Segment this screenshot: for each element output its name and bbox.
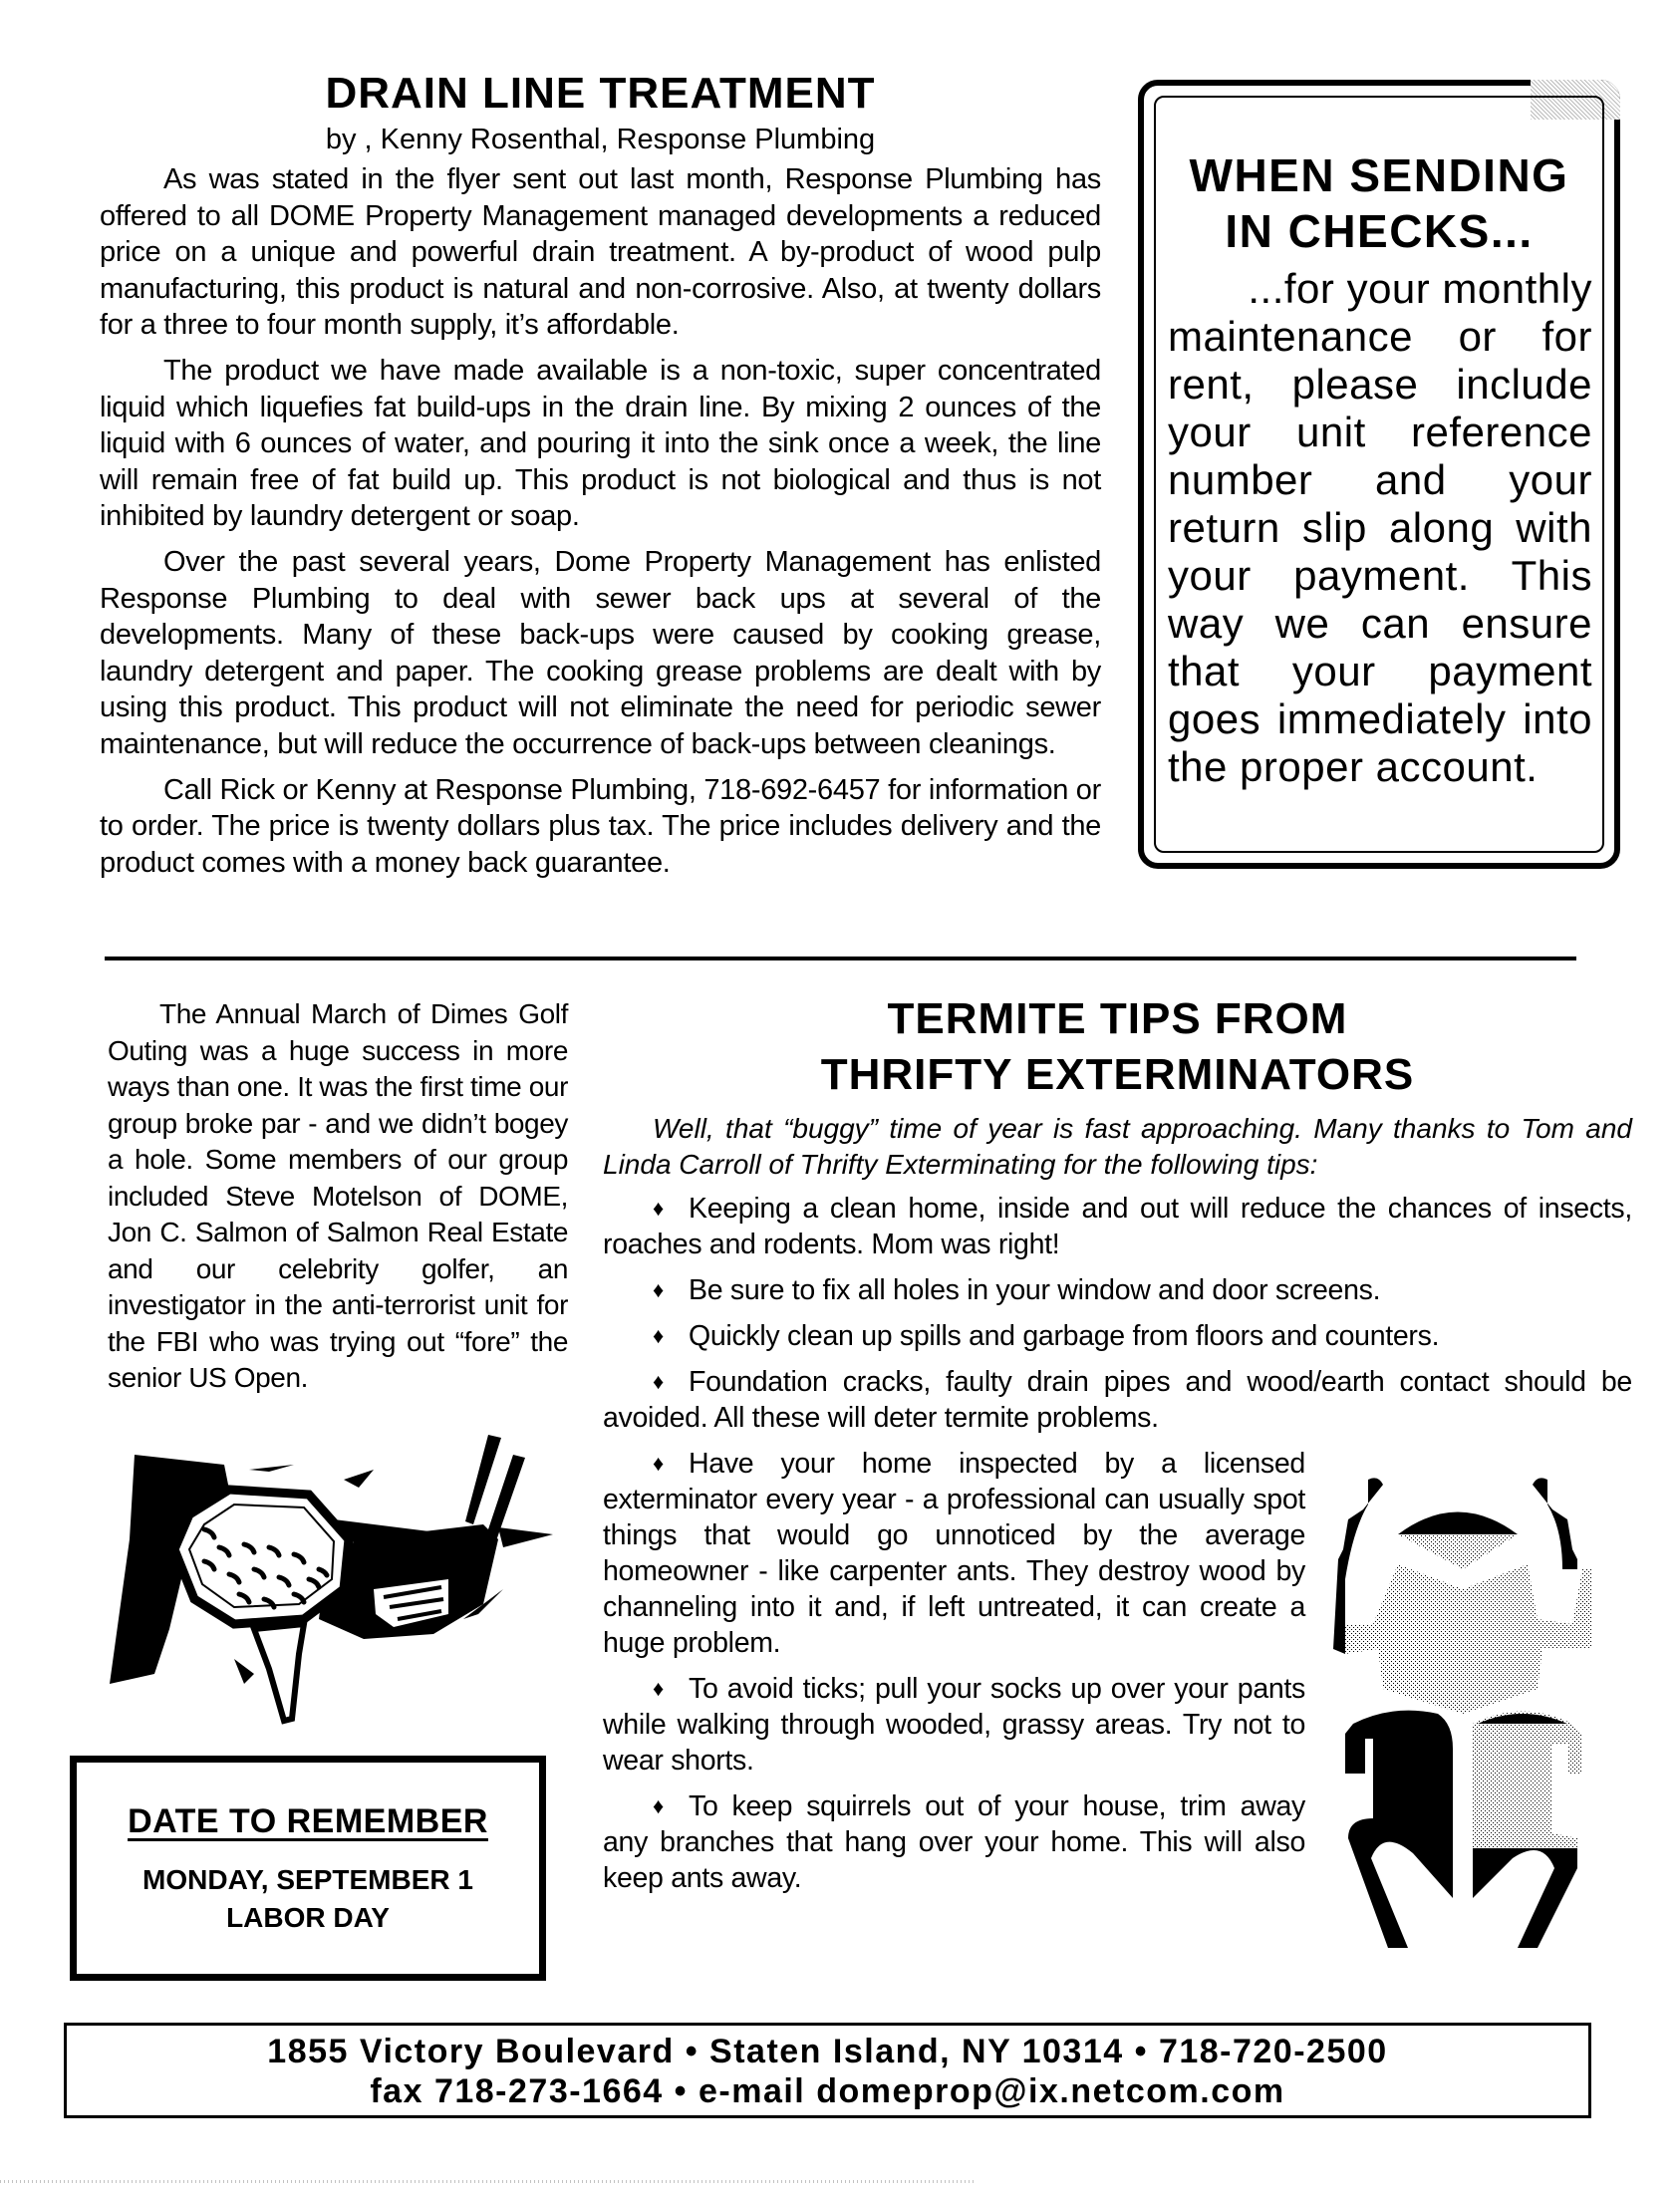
golf-ball-and-club-icon — [95, 1430, 573, 1739]
date-box-title: DATE TO REMEMBER — [128, 1802, 488, 1840]
diamond-bullet-icon: ♦ — [653, 1676, 664, 1701]
date-box-holiday: LABOR DAY — [226, 1902, 390, 1933]
footer-fax-email-line: fax 718-273-1664 • e-mail domeprop@ix.netcom.com — [370, 2072, 1285, 2110]
termite-intro: Well, that “buggy” time of year is fast approaching. Many thanks to Tom and Linda Carroll of Thrifty Exterminating for the following tips: — [603, 1113, 1632, 1180]
tip-text: To keep squirrels out of your house, trim away any branches that hang over your home. This will also keep ants away. — [603, 1790, 1305, 1894]
drain-paragraph: The product we have made available is a non-toxic, super concentrated liquid which liquefies fat build-ups in the drain line. By mixing 2 ounces of the liquid with 6 ounces of water, and pouring it into the sink once a week, the line will remain free of fat build up. This product is not biological and thus is not inhibited by laundry detergent or soap. — [100, 354, 1101, 533]
tip-text: Have your home inspected by a licensed exterminator every year - a professional can usually spot things that would go unnoticed by the average homeowner - like carpenter ants. They destroy wood by channeling into it and, if left untreated, it can create a huge problem. — [603, 1448, 1305, 1659]
checks-body-line: that your payment — [1168, 648, 1592, 694]
termite-title-line: TERMITE TIPS FROM — [887, 994, 1348, 1043]
checks-body-line: return slip along with — [1168, 504, 1592, 551]
tip-item — [603, 1318, 1632, 1354]
tip-text: Be sure to fix all holes in your window and door screens. — [689, 1274, 1381, 1306]
diamond-bullet-icon: ♦ — [653, 1793, 664, 1818]
date-to-remember-box — [70, 1756, 546, 1981]
diamond-bullet-icon: ♦ — [653, 1451, 664, 1476]
tip-text: Quickly clean up spills and garbage from floors and counters. — [689, 1320, 1440, 1352]
sending-checks-body — [1168, 265, 1592, 791]
contact-footer — [64, 2023, 1591, 2118]
tip-text: To avoid ticks; pull your socks up over your pants while walking through wooded, grassy areas. Try not to wear shorts. — [603, 1673, 1305, 1777]
tip-item — [603, 1446, 1305, 1661]
diamond-bullet-icon: ♦ — [653, 1323, 664, 1348]
drain-article-body — [100, 161, 1101, 881]
drain-paragraph: Call Rick or Kenny at Response Plumbing, 718-692-6457 for information or to order. The price is twenty dollars plus tax. The price includes delivery and the product comes with a money back guarantee. — [100, 773, 1101, 879]
tip-item — [603, 1671, 1305, 1779]
tip-item — [603, 1191, 1632, 1262]
section-divider — [105, 957, 1576, 960]
checks-body-line: your unit reference — [1168, 409, 1592, 455]
drain-article-title: DRAIN LINE TREATMENT — [325, 69, 876, 118]
checks-body-line: goes immediately into — [1168, 695, 1592, 742]
drain-paragraph: Over the past several years, Dome Property Management has enlisted Response Plumbing to deal with sewer back ups at several of the developments. Many of these back-ups were caused by cooking grease, laundry detergent and paper. The cooking grease problems are dealt with by using this product. This product will not eliminate the need for periodic sewer maintenance, but will reduce the occurrence of back-ups between cleanings. — [100, 545, 1101, 760]
sending-checks-title — [1144, 147, 1614, 259]
sending-checks-title-line: WHEN SENDING — [1189, 149, 1569, 201]
checks-body-line: rent, please include — [1168, 361, 1592, 408]
tip-item — [603, 1272, 1632, 1308]
diamond-bullet-icon: ♦ — [653, 1196, 664, 1221]
footer-address-line: 1855 Victory Boulevard • Staten Island, NY 10314 • 718-720-2500 — [267, 2033, 1388, 2070]
termite-title-line: THRIFTY EXTERMINATORS — [820, 1050, 1415, 1099]
tip-text: Foundation cracks, faulty drain pipes and wood/earth contact should be avoided. All these will deter termite problems. — [603, 1366, 1632, 1434]
drain-paragraph: As was stated in the flyer sent out last month, Response Plumbing has offered to all DOME Property Management managed developments a reduced price on a unique and powerful drain treatment. A by-product of wood pulp manufacturing, this product is natural and non-corrosive. Also, at twenty dollars for a three to four month supply, it’s affordable. — [100, 163, 1101, 342]
checks-body-line: way we can ensure — [1168, 600, 1592, 647]
drain-line-article — [100, 68, 1101, 881]
golf-outing-article — [108, 996, 568, 1397]
beetle-icon — [1323, 1450, 1602, 1963]
drain-article-byline: by , Kenny Rosenthal, Response Plumbing — [325, 124, 876, 155]
date-box-date: MONDAY, SEPTEMBER 1 — [142, 1864, 473, 1895]
checks-body-line: ...for your monthly — [1248, 265, 1592, 312]
checks-body-line: maintenance or for — [1168, 313, 1592, 360]
tip-item — [603, 1788, 1305, 1896]
diamond-bullet-icon: ♦ — [653, 1369, 664, 1394]
checks-body-line: number and your — [1168, 456, 1592, 503]
sending-checks-box — [1138, 80, 1620, 869]
tip-text: Keeping a clean home, inside and out will reduce the chances of insects, roaches and rodents. Mom was right! — [603, 1193, 1632, 1260]
tip-item — [603, 1364, 1632, 1436]
diamond-bullet-icon: ♦ — [653, 1277, 664, 1302]
checks-body-line: your payment. This — [1168, 552, 1592, 599]
golf-outing-paragraph: The Annual March of Dimes Golf Outing was a huge success in more ways than one. It was the first time our group broke par - and we didn’t bogey a hole. Some members of our group included Steve Motelson of DOME, Jon C. Salmon of Salmon Real Estate and our celebrity golfer, an investigator in the anti-terrorist unit for the FBI who was trying out “fore” the senior US Open. — [108, 998, 568, 1393]
checks-body-line: the proper account. — [1168, 743, 1539, 790]
sending-checks-title-line: IN CHECKS... — [1225, 205, 1534, 257]
scan-artifact-dots — [0, 2180, 977, 2183]
termite-article-title — [603, 991, 1632, 1103]
